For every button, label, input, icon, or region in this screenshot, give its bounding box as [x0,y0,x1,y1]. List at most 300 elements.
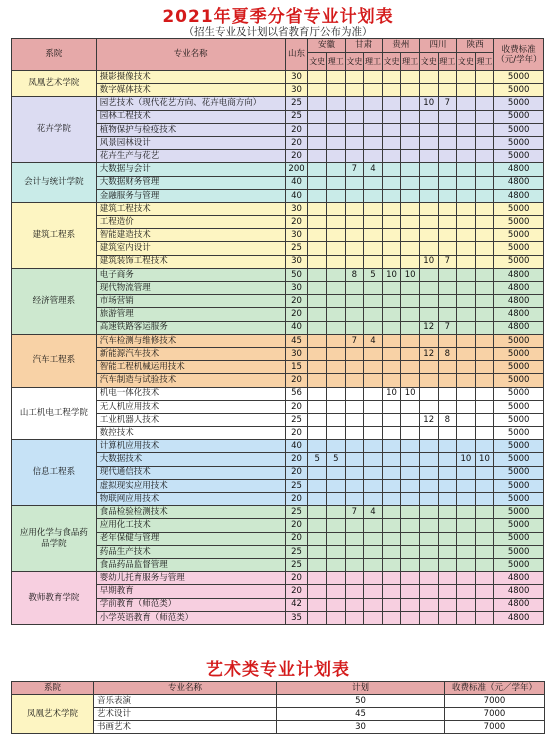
major-name: 食品药品监督管理 [96,558,285,571]
province-plan [364,308,383,321]
province-plan [457,598,476,611]
province-plan [308,71,327,84]
province-plan [364,532,383,545]
table-row [12,334,544,347]
fee: 5000 [494,216,544,229]
province-plan [475,216,494,229]
shandong-plan: 20 [285,123,308,136]
province-plan [326,136,345,149]
province-plan [457,229,476,242]
fee: 5000 [494,532,544,545]
page-subtitle: （招生专业及计划以省教育厅公布为准） [183,26,373,38]
province-plan [308,97,327,110]
fee: 4800 [494,598,544,611]
shandong-plan: 45 [285,334,308,347]
fee: 5000 [494,387,544,400]
major-name: 现代通信技术 [96,466,285,479]
shandong-plan: 30 [285,282,308,295]
major-name: 高速铁路客运服务 [96,321,285,334]
major-name: 食品检验检测技术 [96,506,285,519]
province-plan [326,110,345,123]
major-name: 老年保健与管理 [96,532,285,545]
province-plan [308,585,327,598]
major-name: 新能源汽车技术 [96,347,285,360]
province-plan [457,427,476,440]
province-plan [475,84,494,97]
province-plan [364,282,383,295]
art-fee: 7000 [445,695,545,708]
major-name: 建筑工程技术 [96,202,285,215]
header-wenshi: 文史 [345,53,364,71]
province-plan [345,84,364,97]
province-plan [308,545,327,558]
province-plan [419,163,438,176]
province-plan [438,440,457,453]
province-plan [308,558,327,571]
fee: 5000 [494,427,544,440]
fee: 5000 [494,202,544,215]
fee: 4800 [494,572,544,585]
province-plan [382,97,401,110]
province-plan [475,532,494,545]
province-plan [382,150,401,163]
province-plan [419,585,438,598]
province-plan [326,598,345,611]
province-plan [382,295,401,308]
province-plan [438,572,457,585]
province-plan [475,334,494,347]
province-plan [475,400,494,413]
major-name: 大数据与会计 [96,163,285,176]
province-plan [401,347,420,360]
province-plan [438,84,457,97]
province-plan [345,572,364,585]
province-plan [438,295,457,308]
province-plan [438,216,457,229]
province-plan [419,202,438,215]
province-plan [345,229,364,242]
province-plan: 5 [364,268,383,281]
province-plan [345,123,364,136]
province-plan [382,466,401,479]
fee: 5000 [494,150,544,163]
province-plan: 12 [419,321,438,334]
province-plan [419,558,438,571]
province-plan [345,202,364,215]
province-plan [475,558,494,571]
shandong-plan: 30 [285,347,308,360]
province-plan [475,282,494,295]
province-plan [438,387,457,400]
fee: 4800 [494,308,544,321]
major-name: 智能工程机械运用技术 [96,361,285,374]
fee: 4800 [494,295,544,308]
province-plan [419,84,438,97]
province-plan [326,440,345,453]
province-plan [382,611,401,624]
fee: 5000 [494,466,544,479]
province-plan [326,347,345,360]
shandong-plan: 56 [285,387,308,400]
province-plan [382,427,401,440]
major-name: 摄影摄像技术 [96,71,285,84]
shandong-plan: 40 [285,321,308,334]
province-plan [475,440,494,453]
province-plan: 12 [419,413,438,426]
province-plan: 10 [382,387,401,400]
province-plan [364,413,383,426]
province-plan [475,347,494,360]
province-plan [419,242,438,255]
province-plan [308,466,327,479]
province-plan [364,150,383,163]
major-name: 市场营销 [96,295,285,308]
province-plan [308,347,327,360]
province-plan [475,176,494,189]
province-plan [364,176,383,189]
province-plan [345,308,364,321]
province-plan [308,506,327,519]
province-plan [345,427,364,440]
province-plan [401,493,420,506]
province-plan [308,308,327,321]
province-plan [457,308,476,321]
province-plan [364,202,383,215]
province-plan [475,229,494,242]
province-plan [382,347,401,360]
province-plan: 4 [364,334,383,347]
province-plan [438,361,457,374]
fee: 4800 [494,176,544,189]
province-plan [364,71,383,84]
province-plan [401,545,420,558]
province-plan [457,282,476,295]
province-plan [308,413,327,426]
province-plan [457,532,476,545]
province-plan [438,123,457,136]
province-plan [475,413,494,426]
province-plan [364,519,383,532]
fee: 5000 [494,334,544,347]
province-plan [419,387,438,400]
province-plan: 10 [401,387,420,400]
province-plan [401,308,420,321]
province-plan: 4 [364,163,383,176]
province-plan [457,136,476,149]
dept-name: 花卉学院 [12,97,97,163]
header-province-anhui: 安徽 [308,39,345,53]
header-wenshi: 文史 [308,53,327,71]
shandong-plan: 35 [285,611,308,624]
major-name: 虚拟现实应用技术 [96,479,285,492]
province-plan [345,255,364,268]
province-plan [457,585,476,598]
province-plan [438,519,457,532]
art-plan: 30 [277,721,445,734]
province-plan [364,84,383,97]
province-plan [457,479,476,492]
shandong-plan: 40 [285,176,308,189]
province-plan [401,598,420,611]
province-plan [382,308,401,321]
province-plan [457,506,476,519]
province-plan [345,493,364,506]
province-plan [401,255,420,268]
shandong-plan: 25 [285,558,308,571]
province-plan [438,150,457,163]
fee: 5000 [494,440,544,453]
major-name: 机电一体化技术 [96,387,285,400]
province-plan [345,611,364,624]
province-plan [419,506,438,519]
province-plan [475,308,494,321]
province-plan: 8 [345,268,364,281]
province-plan [457,519,476,532]
major-name: 工业机器人技术 [96,413,285,426]
shandong-plan: 20 [285,453,308,466]
province-plan [382,202,401,215]
province-plan [457,295,476,308]
province-plan [345,97,364,110]
province-plan [457,466,476,479]
province-plan [364,479,383,492]
shandong-plan: 20 [285,572,308,585]
province-plan [419,572,438,585]
fee: 5000 [494,347,544,360]
province-plan [308,163,327,176]
major-name: 无人机应用技术 [96,400,285,413]
plan-table [11,38,544,625]
province-plan [438,242,457,255]
province-plan [308,136,327,149]
province-plan [308,84,327,97]
province-plan [364,545,383,558]
province-plan [308,229,327,242]
province-plan [401,202,420,215]
province-plan [326,150,345,163]
province-plan [345,282,364,295]
province-plan [382,321,401,334]
province-plan [419,374,438,387]
province-plan [401,163,420,176]
province-plan [326,123,345,136]
art-plan: 45 [277,708,445,721]
province-plan [475,321,494,334]
province-plan [419,532,438,545]
shandong-plan: 40 [285,440,308,453]
province-plan [364,216,383,229]
province-plan [345,479,364,492]
province-plan [419,189,438,202]
province-plan [345,136,364,149]
province-plan [364,427,383,440]
province-plan [457,216,476,229]
province-plan [438,110,457,123]
province-plan [364,242,383,255]
shandong-plan: 20 [285,585,308,598]
dept-name: 汽车工程系 [12,334,97,387]
province-plan [475,110,494,123]
province-plan [308,282,327,295]
province-plan [438,189,457,202]
province-plan [345,440,364,453]
province-plan [438,479,457,492]
art-plan-table [11,681,545,734]
province-plan [401,97,420,110]
province-plan [326,427,345,440]
province-plan [419,334,438,347]
table-row [12,695,545,708]
dept-name: 凤凰艺术学院 [12,71,97,97]
province-plan [326,387,345,400]
table-row [12,163,544,176]
province-plan [308,334,327,347]
province-plan [419,136,438,149]
fee: 5000 [494,255,544,268]
province-plan [401,295,420,308]
province-plan [401,282,420,295]
province-plan [475,611,494,624]
province-plan [382,374,401,387]
province-plan [364,374,383,387]
shandong-plan: 20 [285,519,308,532]
province-plan [475,493,494,506]
shandong-plan: 20 [285,150,308,163]
province-plan [438,453,457,466]
province-plan [326,466,345,479]
shandong-plan: 30 [285,255,308,268]
major-name: 风景园林设计 [96,136,285,149]
province-plan [326,585,345,598]
province-plan [401,334,420,347]
province-plan [345,361,364,374]
province-plan [364,321,383,334]
province-plan [401,242,420,255]
province-plan [475,136,494,149]
major-name: 建筑室内设计 [96,242,285,255]
province-plan [475,361,494,374]
shandong-plan: 20 [285,532,308,545]
major-name: 金融服务与管理 [96,189,285,202]
province-plan [326,295,345,308]
province-plan [401,453,420,466]
province-plan [326,308,345,321]
province-plan [419,123,438,136]
province-plan [401,123,420,136]
province-plan [401,176,420,189]
province-plan: 7 [438,321,457,334]
fee: 5000 [494,400,544,413]
fee: 5000 [494,506,544,519]
province-plan [419,216,438,229]
major-name: 大数据技术 [96,453,285,466]
fee: 5000 [494,493,544,506]
art-dept-name: 凤凰艺术学院 [12,695,94,734]
province-plan [382,440,401,453]
major-name: 电子商务 [96,268,285,281]
province-plan [438,71,457,84]
province-plan [438,466,457,479]
province-plan [382,558,401,571]
table-row [12,268,544,281]
province-plan [364,347,383,360]
shandong-plan: 20 [285,493,308,506]
major-name: 大数据财务管理 [96,176,285,189]
province-plan [364,585,383,598]
province-plan [457,347,476,360]
major-name: 植物保护与检疫技术 [96,123,285,136]
province-plan [401,361,420,374]
art-table-title: 艺术类专业计划表 [206,660,350,680]
province-plan [457,413,476,426]
province-plan [401,84,420,97]
province-plan [475,123,494,136]
fee: 5000 [494,229,544,242]
shandong-plan: 30 [285,202,308,215]
shandong-plan: 20 [285,308,308,321]
province-plan [326,84,345,97]
province-plan [364,123,383,136]
province-plan [382,163,401,176]
province-plan: 8 [438,413,457,426]
header-province-gansu: 甘肃 [345,39,382,53]
province-plan: 7 [345,334,364,347]
province-plan [401,479,420,492]
province-plan [419,466,438,479]
province-plan [326,176,345,189]
province-plan [308,202,327,215]
province-plan [308,427,327,440]
province-plan [475,572,494,585]
province-plan [401,519,420,532]
art-header-major: 专业名称 [94,682,277,695]
major-name: 数控技术 [96,427,285,440]
header-ligong: 理工 [364,53,383,71]
province-plan [475,163,494,176]
province-plan [326,216,345,229]
province-plan [457,321,476,334]
province-plan [438,427,457,440]
fee: 5000 [494,519,544,532]
province-plan [345,387,364,400]
province-plan [364,400,383,413]
province-plan [438,585,457,598]
province-plan [345,347,364,360]
province-plan [382,453,401,466]
province-plan [401,71,420,84]
province-plan [308,189,327,202]
province-plan [438,400,457,413]
province-plan [345,189,364,202]
province-plan [308,268,327,281]
dept-name: 教师教育学院 [12,572,97,625]
province-plan [457,110,476,123]
province-plan [457,493,476,506]
province-plan [475,242,494,255]
province-plan [438,308,457,321]
art-fee: 7000 [445,721,545,734]
province-plan: 8 [438,347,457,360]
fee: 5000 [494,453,544,466]
province-plan [419,295,438,308]
province-plan [382,585,401,598]
province-plan [308,532,327,545]
major-name: 药品生产技术 [96,545,285,558]
province-plan [382,532,401,545]
province-plan [326,202,345,215]
province-plan [326,255,345,268]
province-plan [382,242,401,255]
